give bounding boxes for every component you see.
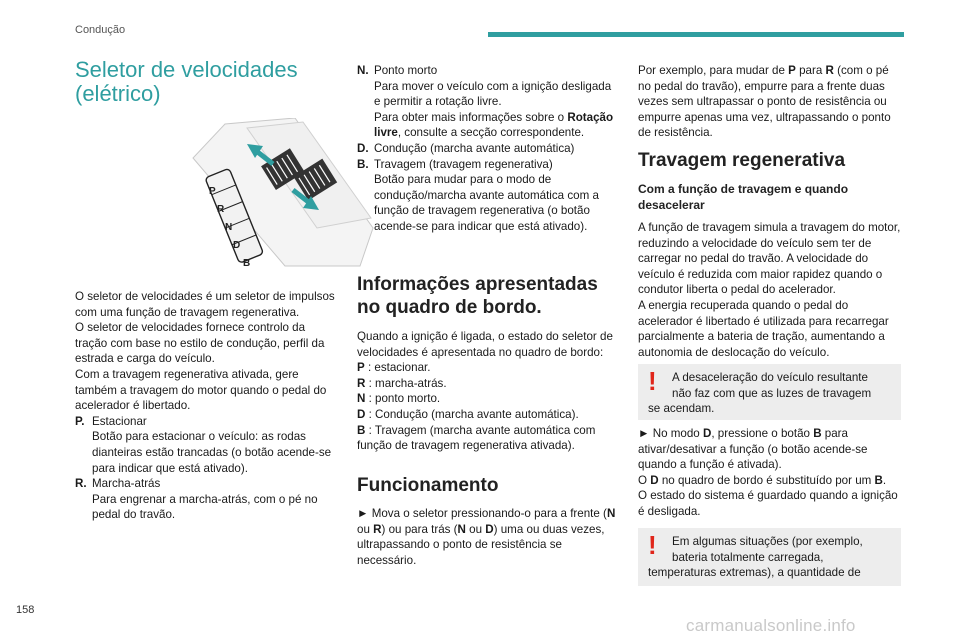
term-text: Para obter mais informações sobre o Rotação livre, consulte a secção correspondente. [374, 110, 614, 140]
warning-note-2 [638, 528, 901, 586]
section-heading: Travagem regenerativa [638, 150, 846, 171]
terms-list [357, 63, 619, 235]
info-intro: Quando a ignição é ligada, o estado do seletor de velocidades é apresentada no quadro de bordo: [357, 330, 613, 359]
intro-text [75, 289, 335, 523]
info-item: R : marcha-atrás. [357, 376, 447, 390]
info-item: B : Travagem (marcha avante automática com função de travagem regenerativa ativada). [357, 423, 596, 453]
gear-selector-illustration [185, 118, 375, 268]
mode-text [638, 426, 904, 520]
term-key: B. [357, 157, 369, 171]
intro-paragraph: O seletor de velocidades fornece controlo da tração com base no estilo de condução, perfil da estrada e carga do veículo. [75, 321, 325, 366]
term-b [357, 157, 619, 235]
term-d [357, 141, 619, 157]
warning-icon: ! [648, 366, 657, 396]
term-text: Para engrenar a marcha-atrás, com o pé no pedal do travão. [92, 492, 318, 522]
term-text: Para mover o veículo com a ignição desligada e permitir a rotação livre. [374, 79, 612, 109]
warning-note-1 [638, 364, 901, 420]
selector-letter-p: P [209, 186, 216, 197]
mode-paragraph: ► No modo D, pressione o botão B para ativar/desativar a função (o botão acende-se quando a função é ativada). [638, 427, 868, 472]
regen-paragraph: A função de travagem simula a travagem do motor, reduzindo a velocidade do veículo sem ter de carregar no pedal do travão. A velocidade do veículo é reduzida com maior rapidez quando o condutor liberta o pedal do acelerador. [638, 221, 901, 297]
term-title: Ponto morto [374, 64, 438, 77]
info-section [357, 273, 619, 454]
header-section: Condução [75, 24, 126, 36]
warning-line: não faz com que as luzes de travagem [672, 386, 872, 400]
term-text: Botão para mudar para o modo de condução/marcha avante automática com a função de travagem regenerativa (o botão acende-se para indicar que está ativado). [374, 173, 599, 233]
page-title [75, 58, 298, 106]
selector-letter-d: D [233, 240, 241, 251]
warning-icon: ! [648, 530, 657, 560]
warning-line: Em algumas situações (por exemplo, [672, 535, 863, 548]
term-key: D. [357, 141, 369, 155]
intro-paragraph: O seletor de velocidades é um seletor de impulsos com uma função de travagem regenerativa. [75, 290, 335, 319]
warning-line: A desaceleração do veículo resultante [672, 371, 868, 384]
sub-heading: Com a função de travagem e quando desacelerar [638, 182, 849, 212]
term-n [357, 63, 619, 141]
intro-paragraph: Com a travagem regenerativa ativada, gere também a travagem do motor quando o pedal do acelerador é libertado. [75, 367, 327, 413]
term-r [75, 476, 335, 523]
selector-letter-b: B [243, 258, 251, 268]
section-heading: Informações apresentadas no quadro de bordo. [357, 274, 598, 318]
regen-section [638, 149, 904, 360]
term-title: Marcha-atrás [92, 477, 161, 491]
term-key: R. [75, 477, 87, 491]
info-item: P : estacionar. [357, 361, 431, 375]
term-title: Estacionar [92, 414, 147, 428]
example-text [638, 63, 904, 141]
mode-paragraph: O estado do sistema é guardado quando a ignição é desligada. [638, 489, 898, 518]
term-p [75, 414, 335, 476]
page-number: 158 [16, 604, 35, 616]
page-title-line-1: Seletor de velocidades [75, 57, 298, 82]
term-text: Botão para estacionar o veículo: as rodas dianteiras estão trancadas (o botão acende-se para indicar que está ativado). [92, 430, 332, 475]
selector-letter-r: R [217, 204, 225, 215]
page-title-line-2: (elétrico) [75, 81, 161, 106]
watermark: carmanualsonline.info [686, 616, 856, 635]
term-title: Condução (marcha avante automática) [374, 141, 575, 155]
term-key: P. [75, 414, 85, 428]
selector-letter-n: N [225, 222, 233, 233]
operation-section [357, 474, 619, 568]
regen-paragraph: A energia recuperada quando o pedal do acelerador é libertado é utilizada para recarregar parcialmente a bateria de tração, aumentando a autonomia de deslocação do veículo. [638, 298, 889, 359]
header-accent-bar [488, 32, 904, 37]
warning-line: se acendam. [648, 402, 715, 416]
warning-line: bateria totalmente carregada, [672, 550, 824, 564]
term-title: Travagem (travagem regenerativa) [374, 157, 553, 171]
mode-paragraph: O D no quadro de bordo é substituído por um B. [638, 473, 887, 487]
info-item: N : ponto morto. [357, 392, 441, 406]
warning-line: temperaturas extremas), a quantidade de [648, 566, 861, 580]
operation-text: ► Mova o seletor pressionando-o para a frente (N ou R) ou para trás (N ou D) uma ou duas vezes, ultrapassando o ponto de resistência se necessário. [357, 507, 616, 567]
info-item: D : Condução (marcha avante automática). [357, 407, 579, 421]
term-key: N. [357, 64, 369, 77]
section-heading: Funcionamento [357, 475, 499, 496]
example-paragraph: Por exemplo, para mudar de P para R (com o pé no pedal do travão), empurre para a frente duas vezes sem ultrapassar o ponto de resistência ou empurre apenas uma vez, ultrapassando o ponto de resistência. [638, 64, 891, 140]
